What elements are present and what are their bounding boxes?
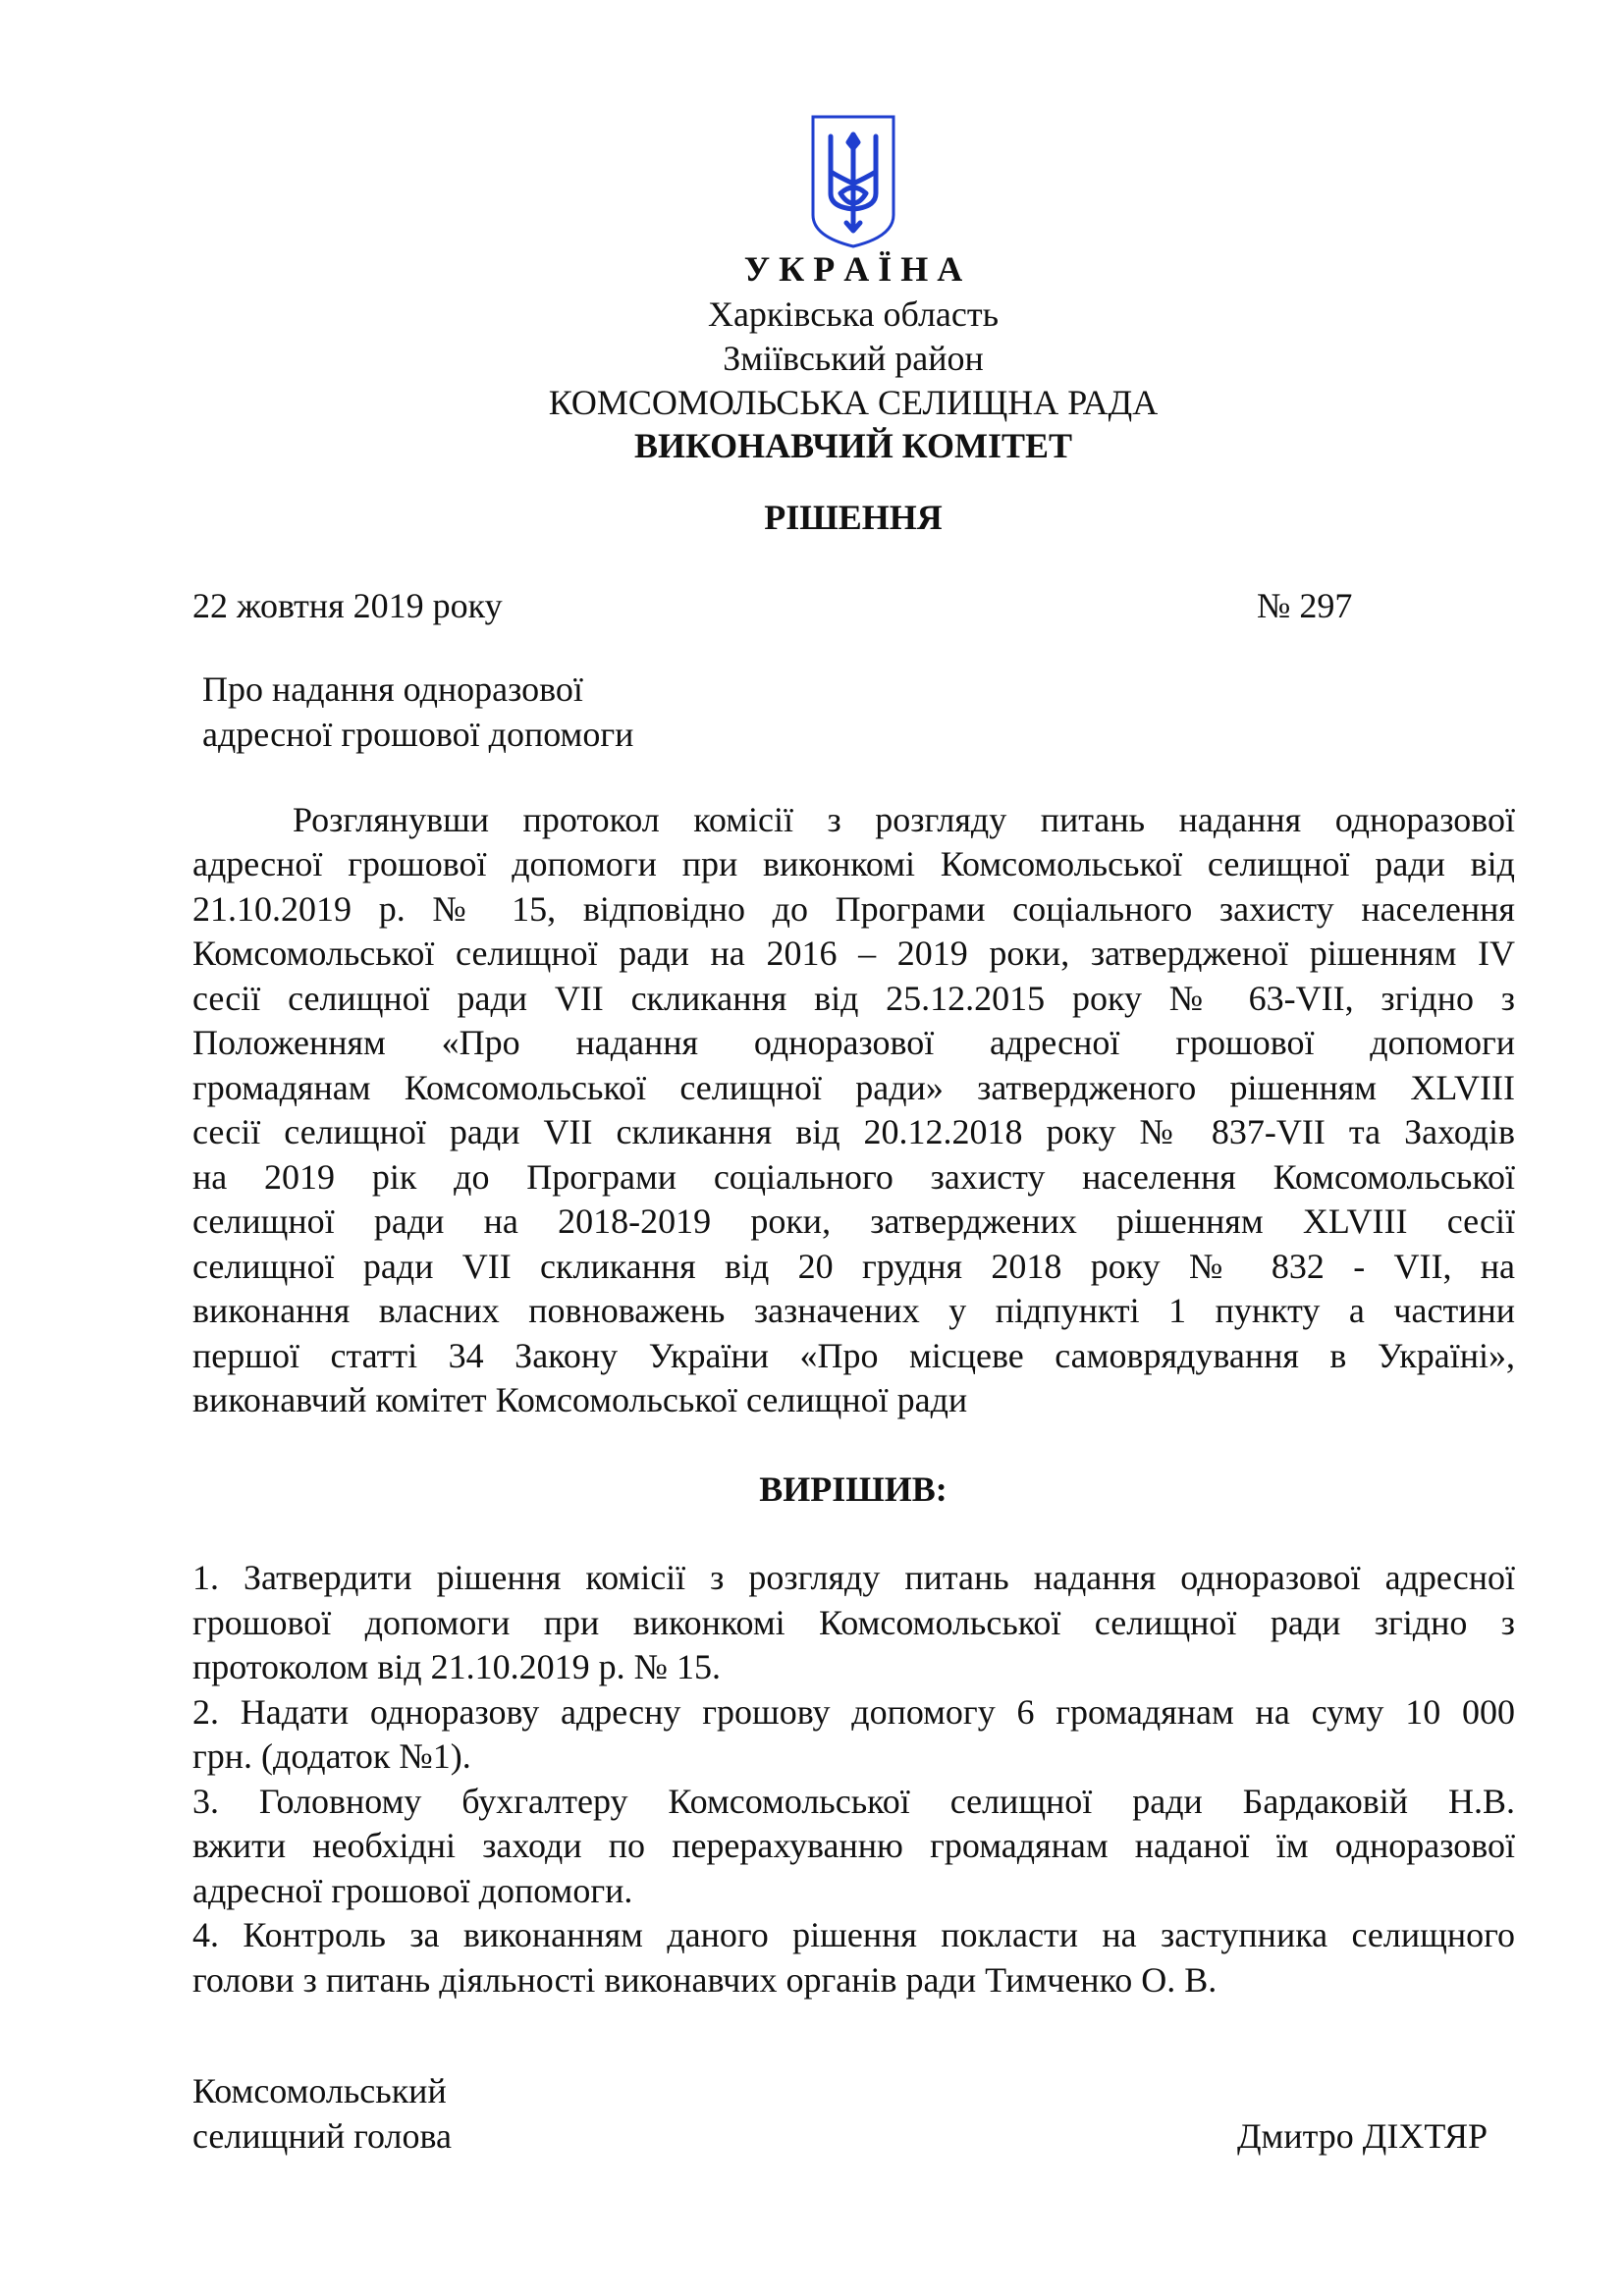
preamble-line: адресної грошової допомоги при виконкомі Комсомольської селищної ради від: [192, 844, 1515, 883]
preamble-line: громадянам Комсомольської селищної ради» затвердженого рішенням XLVIII: [192, 1068, 1515, 1107]
decision-item-line: адресної грошової допомоги.: [192, 1871, 633, 1910]
signature-name: Дмитро ДІХТЯР: [1237, 2116, 1488, 2156]
decision-item-line: грошової допомоги при виконкомі Комсомольської селищної ради згідно з: [192, 1603, 1515, 1642]
preamble-line: Розглянувши протокол комісії з розгляду питань надання одноразової: [293, 800, 1515, 839]
signature-title-line-2: селищний голова: [192, 2116, 453, 2156]
document-type: РІШЕННЯ: [764, 498, 943, 537]
subject-line-2: адресної грошової допомоги: [202, 715, 634, 754]
preamble-line: першої статті 34 Закону України «Про місцеве самоврядування в Україні»,: [192, 1336, 1515, 1375]
document-number: № 297: [1257, 586, 1353, 625]
decision-item-line: вжити необхідні заходи по перерахуванню громадянам наданої їм одноразової: [192, 1826, 1515, 1865]
header-region: Харківська область: [707, 294, 1000, 334]
header-council: КОМСОМОЛЬСЬКА СЕЛИЩНА РАДА: [548, 383, 1159, 422]
preamble-line: сесії селищної ради VII скликання від 25.12.2015 року № 63-VII, згідно з: [192, 979, 1515, 1018]
header-district: Зміївський район: [723, 339, 984, 378]
signature-title-line-1: Комсомольський: [192, 2071, 447, 2110]
decision-item-line: 1. Затвердити рішення комісії з розгляду питань надання одноразової адресної: [192, 1558, 1515, 1597]
preamble-line: селищної ради на 2018-2019 роки, затверджених рішенням XLVIII сесії: [192, 1201, 1515, 1241]
preamble-line: виконання власних повноважень зазначених у підпункті 1 пункту а частини: [192, 1291, 1515, 1330]
preamble-line: селищної ради VII скликання від 20 грудня 2018 року № 832 - VII, на: [192, 1247, 1515, 1286]
preamble-line: 21.10.2019 р. № 15, відповідно до Програми соціального захисту населення: [192, 889, 1515, 929]
document-date: 22 жовтня 2019 року: [192, 586, 503, 625]
decision-item-line: протоколом від 21.10.2019 р. № 15.: [192, 1647, 721, 1686]
decision-item-line: голови з питань діяльності виконавчих органів ради Тимченко О. В.: [192, 1960, 1218, 2000]
decision-item-line: 3. Головному бухгалтеру Комсомольської селищної ради Бардаковій Н.В.: [192, 1782, 1515, 1821]
preamble-line: сесії селищної ради VII скликання від 20.12.2018 року № 837-VII та Заходів: [192, 1112, 1515, 1151]
preamble-line: на 2019 рік до Програми соціального захисту населення Комсомольської: [192, 1157, 1515, 1197]
preamble-line: Комсомольської селищної ради на 2016 – 2019 роки, затвердженої рішенням IV: [192, 934, 1515, 973]
decision-item-line: 2. Надати одноразову адресну грошову допомогу 6 громадянам на суму 10 000: [192, 1692, 1515, 1732]
decision-item-line: 4. Контроль за виконанням даного рішення покласти на заступника селищного: [192, 1915, 1515, 1954]
subject-line-1: Про надання одноразової: [202, 669, 583, 709]
preamble-line: Положенням «Про надання одноразової адресної грошової допомоги: [192, 1023, 1515, 1062]
header-committee: ВИКОНАВЧИЙ КОМІТЕТ: [633, 426, 1073, 465]
header-country: У К Р А Ї Н А: [743, 249, 963, 289]
decision-item-line: грн. (додаток №1).: [192, 1736, 471, 1776]
preamble-line: виконавчий комітет Комсомольської селищної ради: [192, 1380, 968, 1419]
decided-heading: ВИРІШИВ:: [759, 1469, 947, 1509]
trident-emblem-icon: [809, 113, 897, 250]
